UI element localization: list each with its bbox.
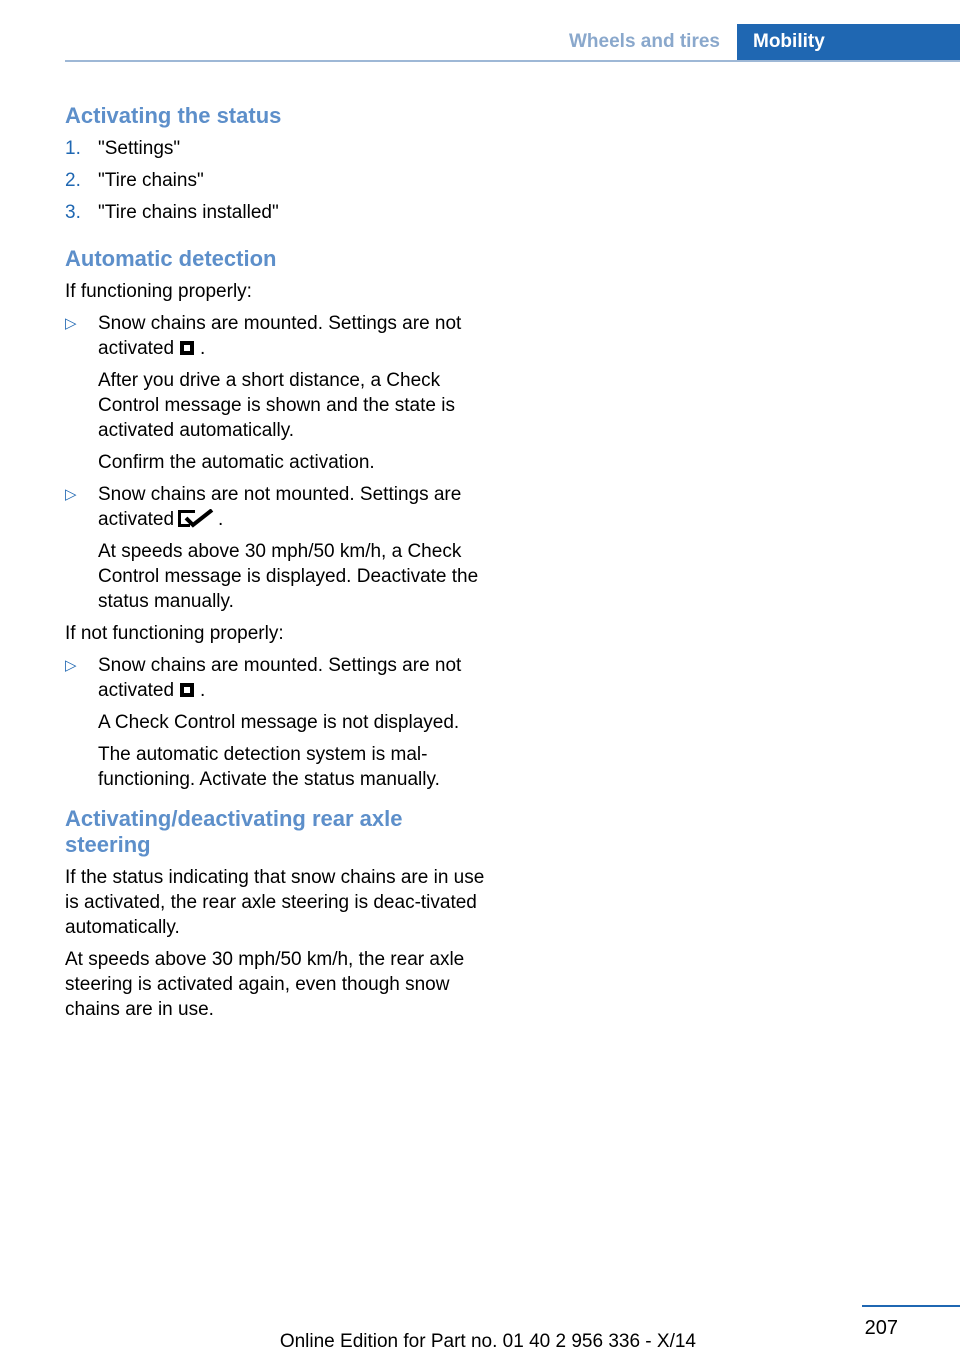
bullet-paragraph: Confirm the automatic activation. (98, 452, 375, 473)
bullet-text-part: Snow chains are mounted. Settings are not activated (98, 655, 462, 701)
bullet-text (98, 311, 485, 361)
list-item (65, 653, 485, 792)
page-number: 207 (864, 1317, 898, 1339)
intro-functioning-properly: If functioning properly: (65, 281, 252, 302)
list-item (65, 168, 485, 200)
bullet-paragraph: The automatic detection system is mal‐functioning. Activate the status manually. (98, 744, 440, 790)
checkbox-unchecked-icon (180, 341, 194, 355)
paragraph: At speeds above 30 mph/50 km/h, the rear axle steering is activated again, even though snow chains are in use. (65, 949, 465, 1020)
step-text: "Tire chains" (98, 170, 204, 191)
intro-not-functioning: If not functioning properly: (65, 623, 284, 644)
bullet-triangle-icon: ▷ (65, 486, 77, 503)
bullet-text-part: . (200, 338, 206, 359)
step-number: 3. (65, 202, 81, 223)
bullet-triangle-icon: ▷ (65, 315, 77, 332)
checkbox-unchecked-icon (180, 683, 194, 697)
heading-rear-axle-steering: Activating/deactivating rear axle steering (65, 806, 403, 857)
paragraph: If the status indicating that snow chains are in use is activated, the rear axle steering is deac‐tivated automatically. (65, 867, 485, 938)
bullet-paragraph: At speeds above 30 mph/50 km/h, a Check Control message is displayed. Deactivate the status manually. (98, 541, 479, 612)
bullet-text-part: Snow chains are mounted. Settings are not activated (98, 313, 462, 359)
footer-divider (862, 1305, 960, 1307)
page-content (65, 103, 485, 1022)
steps-list (65, 136, 485, 232)
list-item (65, 136, 485, 168)
bullet-text-part: . (200, 680, 206, 701)
list-item (65, 482, 485, 614)
heading-activating-status: Activating the status (65, 103, 282, 128)
list-item (65, 311, 485, 475)
edition-note: Online Edition for Part no. 01 40 2 956 336 - X/14 (279, 1331, 696, 1352)
list-item (65, 200, 485, 232)
bullet-text-part: Snow chains are not mounted. Settings are activated (98, 484, 462, 530)
step-text: "Tire chains installed" (98, 202, 279, 223)
heading-automatic-detection: Automatic detection (65, 246, 277, 271)
header-chapter-tab (737, 24, 960, 62)
bullet-paragraph: A Check Control message is not displayed. (98, 712, 460, 733)
header-divider (65, 60, 960, 62)
header-chapter-label: Mobility (753, 31, 825, 52)
step-number: 2. (65, 170, 81, 191)
step-number: 1. (65, 138, 81, 159)
bullet-text (98, 482, 485, 532)
header-section-title: Wheels and tires (569, 31, 720, 52)
checkbox-checked-icon (178, 509, 214, 529)
step-text: "Settings" (98, 138, 181, 159)
bullet-triangle-icon: ▷ (65, 657, 77, 674)
bullet-paragraph: After you drive a short distance, a Check Control message is shown and the state is activated automatically. (98, 370, 455, 441)
bullet-text-part: . (218, 509, 224, 530)
bullet-text (98, 653, 485, 703)
